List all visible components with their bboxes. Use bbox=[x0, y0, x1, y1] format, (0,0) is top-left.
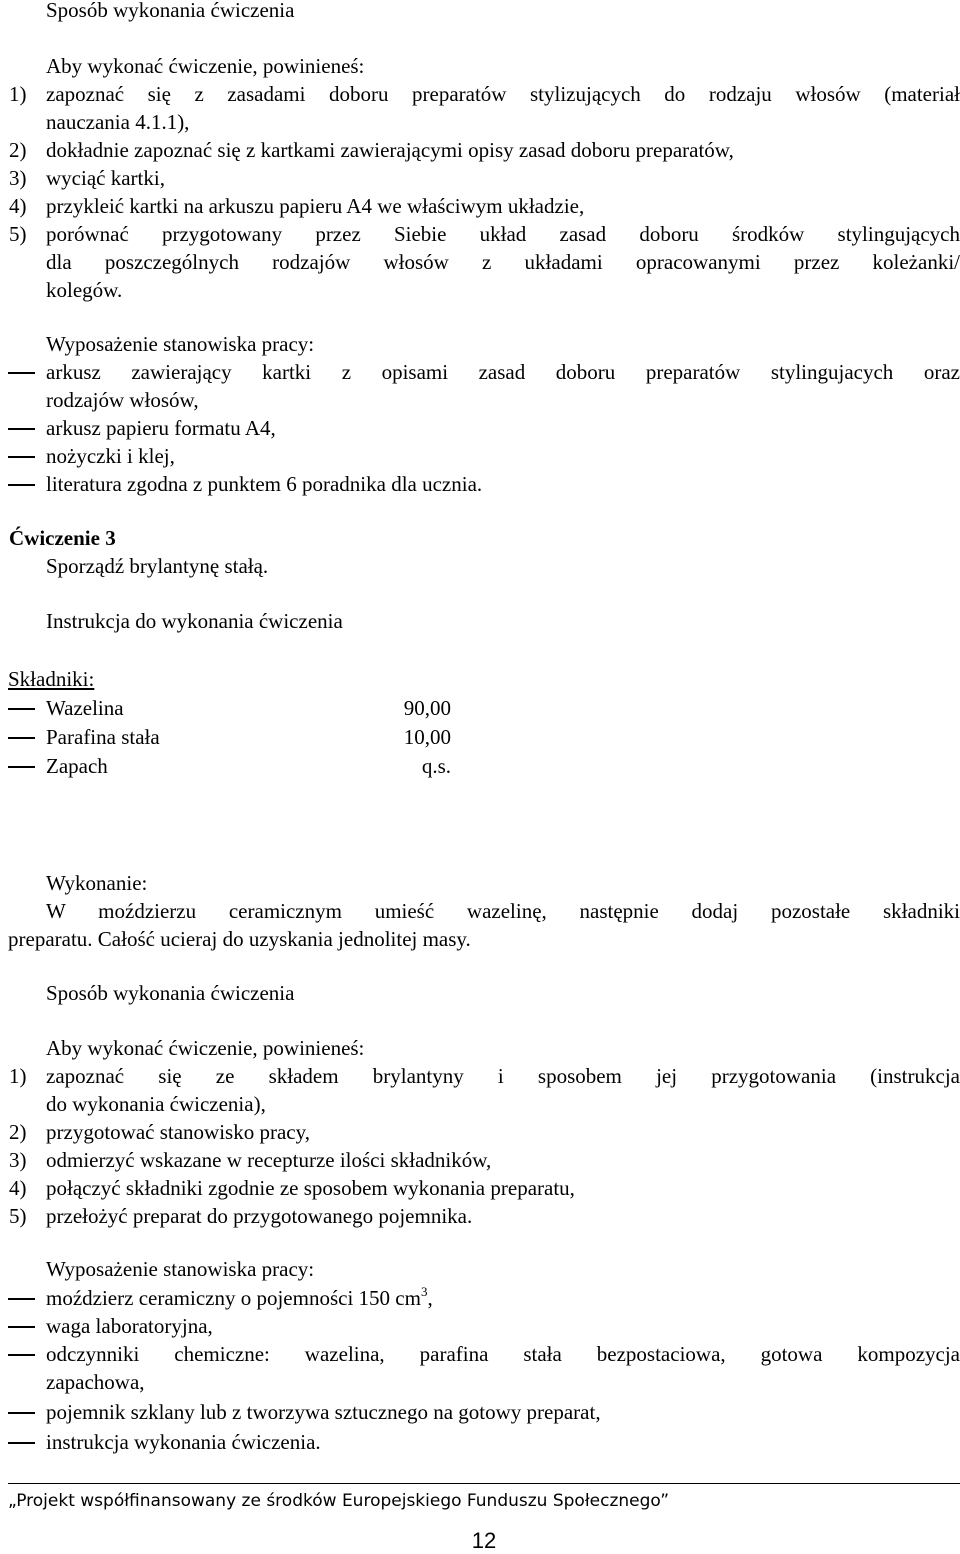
list-text: przełożyć preparat do przygotowanego pojemnika. bbox=[46, 1204, 473, 1228]
list-number: 5) bbox=[9, 222, 27, 246]
equipment-item-continuation bbox=[0, 1368, 960, 1397]
equipment-text: arkusz papieru formatu A4, bbox=[46, 416, 276, 440]
ingredient-amount: 90,00 bbox=[403, 696, 451, 720]
dash-bullet bbox=[8, 1412, 35, 1414]
list-item-continuation bbox=[0, 108, 960, 137]
execution-text: W moździerzu ceramicznym umieść wazelinę, następnie dodaj pozostałe składniki bbox=[46, 899, 960, 923]
dash-bullet bbox=[8, 737, 35, 739]
equipment-item bbox=[0, 442, 960, 471]
equipment-text: rodzajów włosów, bbox=[46, 388, 199, 412]
ingredient-name: Zapach bbox=[46, 754, 108, 778]
method-heading: Sposób wykonania ćwiczenia bbox=[46, 981, 295, 1005]
list-item bbox=[0, 1146, 960, 1175]
list-text: do wykonania ćwiczenia), bbox=[46, 1092, 266, 1116]
ingredient-amount: q.s. bbox=[421, 754, 451, 778]
ingredient-row bbox=[0, 752, 960, 781]
equipment-text-main: moździerz ceramiczny o pojemności 150 cm bbox=[46, 1286, 421, 1310]
dash-bullet bbox=[8, 1354, 35, 1356]
dash-bullet bbox=[8, 456, 35, 458]
list-text: dokładnie zapoznać się z kartkami zawierającymi opisy zasad doboru preparatów, bbox=[46, 138, 734, 162]
list-text: nauczania 4.1.1), bbox=[46, 110, 190, 134]
dash-bullet bbox=[8, 428, 35, 430]
equipment-item bbox=[0, 1340, 960, 1369]
list-number: 2) bbox=[9, 138, 27, 162]
ingredient-amount: 10,00 bbox=[403, 725, 451, 749]
execution-text-line bbox=[0, 897, 960, 926]
list-item-continuation bbox=[0, 248, 960, 277]
list-item bbox=[0, 192, 960, 221]
dash-bullet bbox=[8, 484, 35, 486]
equipment-text bbox=[46, 1284, 433, 1313]
list-item-continuation bbox=[0, 1090, 960, 1119]
list-text: przykleić kartki na arkuszu papieru A4 we właściwym układzie, bbox=[46, 194, 585, 218]
exercise-title: Ćwiczenie 3 bbox=[9, 526, 116, 550]
list-text: odmierzyć wskazane w recepturze ilości składników, bbox=[46, 1148, 492, 1172]
list-number: 3) bbox=[9, 166, 27, 190]
exercise-title-row bbox=[0, 524, 960, 553]
list-text: porównać przygotowany przez Siebie układ zasad doboru środków stylingujących bbox=[46, 222, 960, 246]
equipment-item bbox=[0, 1398, 960, 1427]
page-number: 12 bbox=[471, 1528, 497, 1553]
equipment-text: instrukcja wykonania ćwiczenia. bbox=[46, 1430, 321, 1454]
equipment-item bbox=[0, 358, 960, 387]
ingredient-name: Wazelina bbox=[46, 696, 124, 720]
list-number: 1) bbox=[9, 1064, 27, 1088]
list-item bbox=[0, 164, 960, 193]
ingredient-row bbox=[0, 694, 960, 723]
equipment-text: literatura zgodna z punktem 6 poradnika dla ucznia. bbox=[46, 472, 483, 496]
instruction-heading: Instrukcja do wykonania ćwiczenia bbox=[46, 609, 343, 633]
equipment-heading: Wyposażenie stanowiska pracy: bbox=[46, 332, 315, 356]
equipment-text: nożyczki i klej, bbox=[46, 444, 175, 468]
list-number: 5) bbox=[9, 1204, 27, 1228]
list-text: przygotować stanowisko pracy, bbox=[46, 1120, 310, 1144]
list-item bbox=[0, 220, 960, 249]
list-text: zapoznać się ze składem brylantyny i sposobem jej przygotowania (instrukcja bbox=[46, 1064, 960, 1088]
equipment-text: zapachowa, bbox=[46, 1370, 145, 1394]
list-text: wyciąć kartki, bbox=[46, 166, 165, 190]
list-text: zapoznać się z zasadami doboru preparatów stylizujących do rodzaju włosów (materiał bbox=[46, 82, 960, 106]
equipment-text-tail: , bbox=[427, 1286, 433, 1310]
list-number: 4) bbox=[9, 1176, 27, 1200]
list-number: 1) bbox=[9, 82, 27, 106]
equipment-heading: Wyposażenie stanowiska pracy: bbox=[46, 1257, 315, 1281]
ingredients-heading: Składniki: bbox=[8, 667, 95, 691]
dash-bullet bbox=[8, 1326, 35, 1328]
footer-text: „Projekt współfinansowany ze środków Europejskiego Funduszu Społecznego” bbox=[8, 1491, 670, 1511]
equipment-item bbox=[0, 414, 960, 443]
dash-bullet bbox=[8, 708, 35, 710]
list-item bbox=[0, 80, 960, 109]
ingredients-heading-row bbox=[0, 665, 960, 694]
dash-bullet bbox=[8, 372, 35, 374]
equipment-text: waga laboratoryjna, bbox=[46, 1314, 213, 1338]
list-text: kolegów. bbox=[46, 278, 123, 302]
execution-text-line bbox=[0, 925, 960, 954]
list-text: połączyć składniki zgodnie ze sposobem wykonania preparatu, bbox=[46, 1176, 575, 1200]
ingredient-name: Parafina stała bbox=[46, 725, 160, 749]
equipment-item-continuation bbox=[0, 386, 960, 415]
equipment-item bbox=[0, 1428, 960, 1457]
list-number: 2) bbox=[9, 1120, 27, 1144]
list-item bbox=[0, 1062, 960, 1091]
dash-bullet bbox=[8, 766, 35, 768]
dash-bullet bbox=[8, 1442, 35, 1444]
exercise-task: Sporządź brylantynę stałą. bbox=[46, 554, 269, 578]
execution-heading: Wykonanie: bbox=[46, 871, 148, 895]
list-item bbox=[0, 1202, 960, 1231]
equipment-item bbox=[0, 1312, 960, 1341]
ingredient-row bbox=[0, 723, 960, 752]
list-text: dla poszczególnych rodzajów włosów z układami opracowanymi przez koleżanki/ bbox=[46, 250, 960, 274]
list-item bbox=[0, 136, 960, 165]
superscript: 3 bbox=[420, 1284, 428, 1299]
equipment-text: odczynniki chemiczne: wazelina, parafina stała bezpostaciowa, gotowa kompozycja bbox=[46, 1342, 960, 1366]
dash-bullet bbox=[8, 1298, 35, 1300]
list-item bbox=[0, 1118, 960, 1147]
execution-text: preparatu. Całość ucieraj do uzyskania jednolitej masy. bbox=[8, 927, 471, 951]
list-number: 3) bbox=[9, 1148, 27, 1172]
list-item bbox=[0, 1174, 960, 1203]
equipment-text: pojemnik szklany lub z tworzywa sztucznego na gotowy preparat, bbox=[46, 1400, 601, 1424]
method-intro: Aby wykonać ćwiczenie, powinieneś: bbox=[46, 1036, 365, 1060]
footer-divider bbox=[8, 1483, 960, 1484]
equipment-item bbox=[0, 1284, 960, 1313]
section-heading: Sposób wykonania ćwiczenia bbox=[46, 0, 295, 22]
intro-text: Aby wykonać ćwiczenie, powinieneś: bbox=[46, 54, 365, 78]
equipment-item bbox=[0, 470, 960, 499]
equipment-text: arkusz zawierający kartki z opisami zasad doboru preparatów stylingujacych oraz bbox=[46, 360, 960, 384]
list-item-continuation bbox=[0, 276, 960, 305]
list-number: 4) bbox=[9, 194, 27, 218]
